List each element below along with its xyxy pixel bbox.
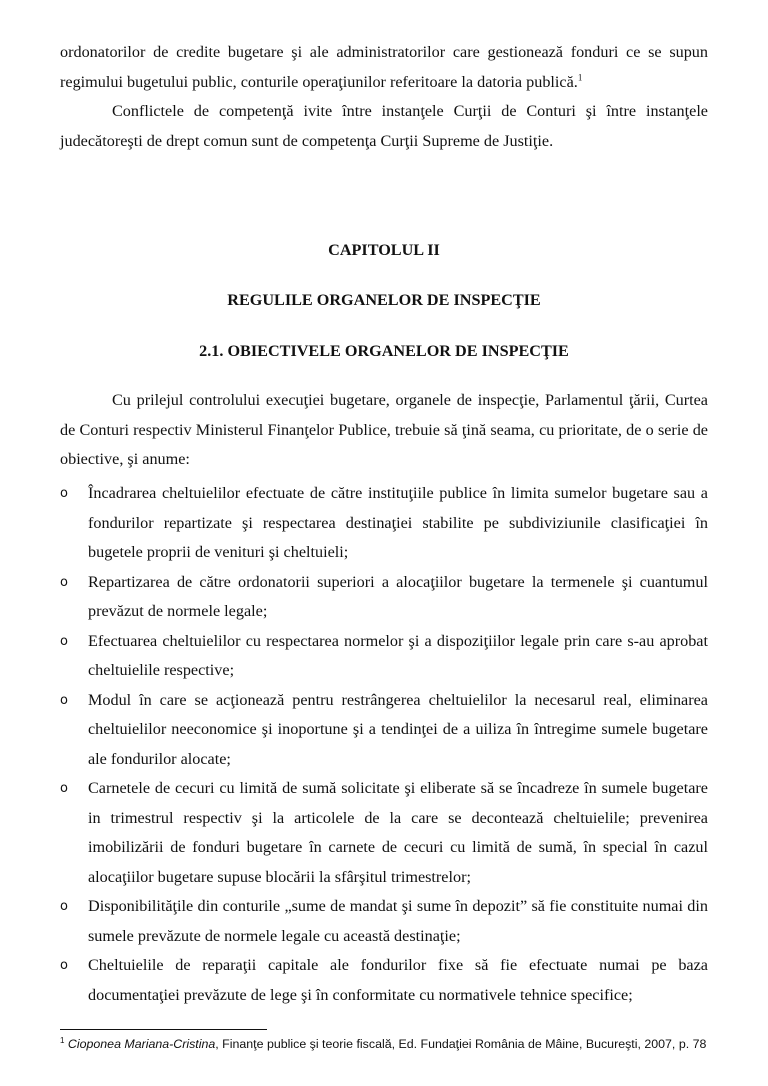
objective-item-text: Disponibilităţile din conturile „sume de mandat şi sume în depozit” să fie constituite numai din sumele prevăzute de normele legale cu această destinaţie; — [88, 897, 708, 945]
continuation-paragraph — [60, 38, 708, 97]
bullet-circle-icon: o — [60, 899, 68, 914]
section-title: 2.1. OBIECTIVELE ORGANELOR DE INSPECŢIE — [199, 342, 569, 360]
objective-item-text: Modul în care se acţionează pentru restrângerea cheltuielilor la necesarul real, eliminarea cheltuielilor neeconomice şi inoportune şi a tendinţei de a uiliza în întregime sumele bugetare ale fondurilor alocate; — [88, 690, 708, 768]
objective-item-text: Repartizarea de către ordonatorii superiori a alocaţiilor bugetare la termenele şi cuantumul prevăzut de normele legale; — [88, 572, 708, 620]
objective-item-text: Carnetele de cecuri cu limită de sumă solicitate şi eliberate să se încadreze în sumele bugetare in trimestrul respectiv şi la articolele de la care se decontează cheltuielile; prevenirea imobilizării de fonduri bugetare în carnete de cecuri cu limită de sumă, în special în cazul alocaţiilor bugetare supuse blocării la sfârşitul trimestrelor; — [88, 779, 708, 886]
bullet-circle-icon: o — [60, 781, 68, 796]
objective-item-text: Încadrarea cheltuielilor efectuate de către instituţiile publice în limita sumelor bugetare sau a fondurilor repartizate şi respectarea destinaţiei stabilite pe subdiviziunile clasificaţiei în bugetele proprii de venituri şi cheltuieli; — [88, 484, 708, 561]
bullet-circle-icon: o — [60, 574, 68, 590]
objective-item — [60, 686, 708, 775]
objective-item — [60, 627, 708, 686]
objective-item — [60, 774, 708, 892]
bullet-circle-icon: o — [60, 958, 68, 973]
objective-item-text: Cheltuielile de reparaţii capitale ale fondurilor fixe să fie efectuate numai pe baza documentaţiei prevăzute de lege şi în conformitate cu normativele tehnice specifice; — [88, 956, 708, 1004]
objective-item-text: Efectuarea cheltuielilor cu respectarea normelor şi a dispoziţiilor legale prin care s-au aprobat cheltuielile respective; — [88, 631, 708, 679]
bullet-circle-icon: o — [60, 633, 68, 649]
chapter-title: CAPITOLUL II — [328, 241, 440, 259]
footnote-author: Cioponea Mariana-Cristina — [67, 1037, 216, 1051]
objectives-list — [60, 479, 708, 1010]
bullet-circle-icon: o — [60, 692, 68, 708]
jurisdiction-paragraph — [60, 97, 708, 156]
footnote-number: 1 — [60, 1035, 65, 1045]
continuation-paragraph-text: ordonatorilor de credite bugetare şi ale administratorilor care gestionează fonduri ce se supun regimului bugetului public, conturile operaţiunilor referitoare la datoria publică. — [60, 43, 708, 91]
intro-paragraph — [60, 386, 708, 475]
objective-item — [60, 568, 708, 627]
objective-item — [60, 892, 708, 951]
bullet-circle-icon: o — [60, 486, 68, 501]
footnote-separator — [60, 1029, 267, 1030]
footnote — [60, 1035, 710, 1054]
objective-item — [60, 951, 708, 1010]
chapter-subtitle: REGULILE ORGANELOR DE INSPECŢIE — [227, 291, 541, 309]
footnote-text: , Finanţe publice şi teorie fiscală, Ed. Fundaţiei România de Mâine, Bucureşti, 2007, p. 78 — [215, 1037, 707, 1051]
footnote-reference: 1 — [577, 72, 583, 83]
intro-paragraph-text: Cu prilejul controlului execuţiei bugetare, organele de inspecţie, Parlamentul ţării, Curtea de Conturi respectiv Ministerul Finanţelor Publice, trebuie să ţină seama, cu prioritate, de o serie de obiective, şi anume: — [60, 391, 708, 468]
objective-item — [60, 479, 708, 568]
jurisdiction-paragraph-text: Conflictele de competenţă ivite între instanţele Curţii de Conturi şi între instanţele judecătoreşti de drept comun sunt de competenţa Curţii Supreme de Justiţie. — [60, 102, 708, 150]
